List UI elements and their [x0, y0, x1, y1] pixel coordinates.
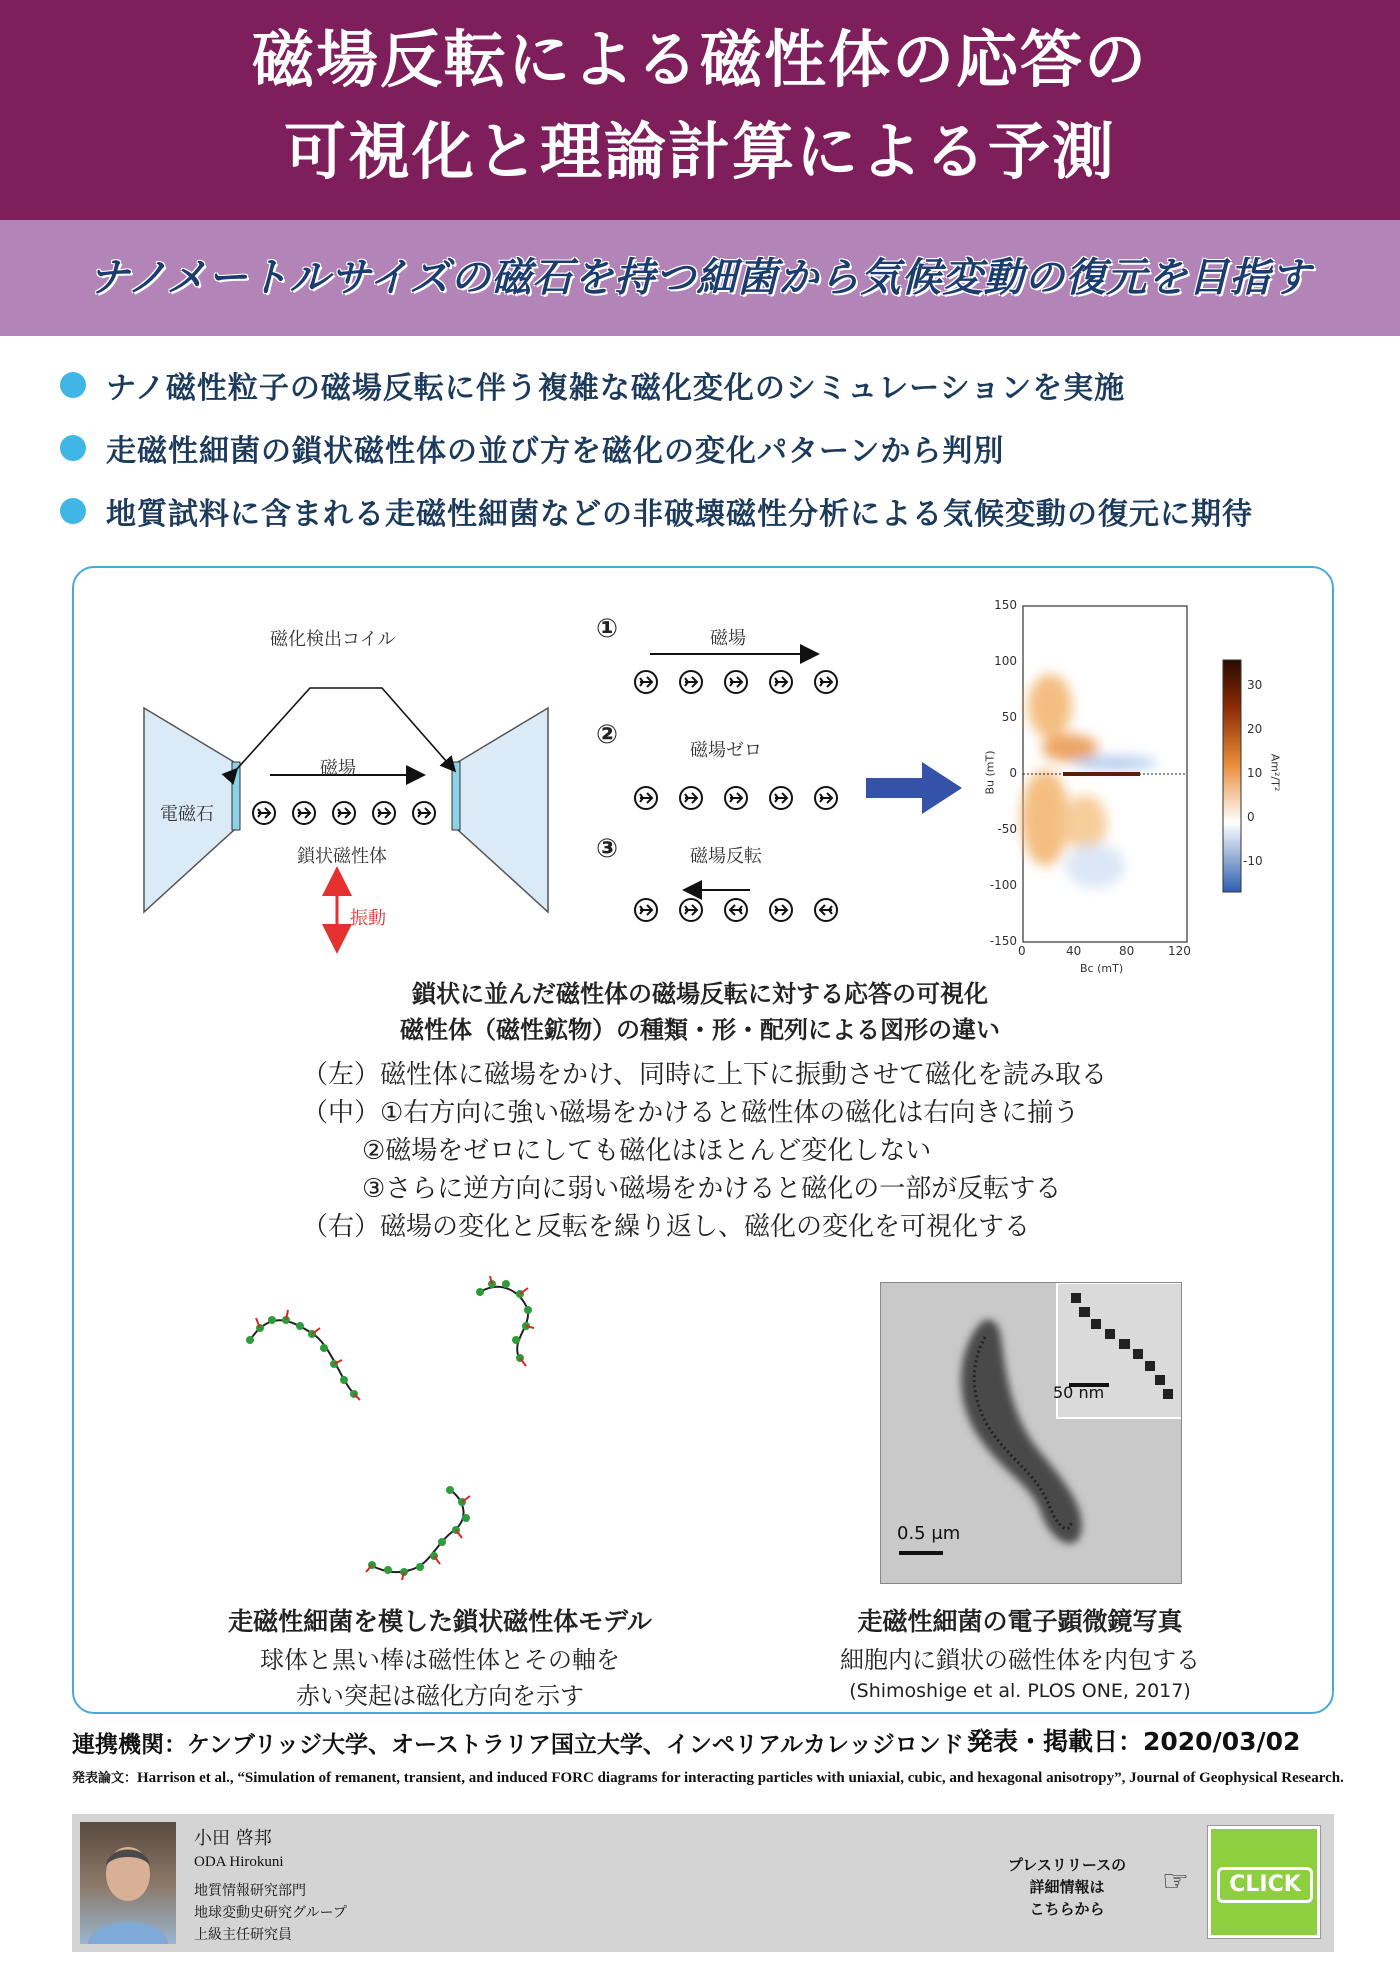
forc-xtick: 0 [1018, 944, 1026, 958]
bullet-dot-icon [60, 498, 86, 524]
title-line-1: 磁場反転による磁性体の応答の [251, 23, 1148, 96]
researcher-dept: 地質情報研究部門 [194, 1883, 306, 1899]
step-1-label: 磁場 [710, 628, 746, 649]
inset-scale-label: 50 nm [1053, 1383, 1105, 1402]
paper-label: 発表論文： [72, 1771, 138, 1786]
press-line-1: プレスリリースの [1007, 1856, 1127, 1874]
steps-diagram [620, 640, 840, 930]
publication-date: 発表・掲載日：2020/03/02 [968, 1727, 1301, 1756]
chain-particles-green [246, 1280, 532, 1576]
forc-cbar-tick: -10 [1243, 854, 1263, 868]
description-line: （左）磁性体に磁場をかけ、同時に上下に振動させて磁化を読み取る [302, 1060, 1107, 1090]
paper-reference [72, 1768, 1362, 1789]
paper-text: Harrison et al., “Simulation of remanent, transient, and induced FORC diagrams for interacting particles with uniaxial, cubic, and hexagonal anisotropy”, Journal of Geophysical Research. [137, 1770, 1344, 1786]
forc-ytick: -50 [997, 822, 1017, 836]
bullet-item [60, 360, 1125, 410]
subtitle: ナノメートルサイズの磁石を持つ細菌から気候変動の復元を目指す [88, 255, 1312, 301]
bullet-item [60, 486, 1253, 536]
bullet-text: ナノ磁性粒子の磁場反転に伴う複雑な磁化変化のシミュレーションを実施 [106, 371, 1126, 406]
partner-institutions: 連携機関：ケンブリッジ大学、オーストラリア国立大学、インペリアルカレッジロンドン [72, 1732, 987, 1758]
forc-ytick: 0 [1009, 766, 1017, 780]
step-1-particles [635, 671, 837, 693]
step-3-particles [635, 899, 837, 921]
bullet-text: 地質試料に含まれる走磁性細菌などの非破壊磁性分析による気候変動の復元に期待 [106, 497, 1253, 532]
step-2-particles [635, 787, 837, 809]
micrograph-caption-title: 走磁性細菌の電子顕微鏡写真 [857, 1607, 1183, 1636]
bullet-dot-icon [60, 435, 86, 461]
forc-ytick: 100 [994, 654, 1017, 668]
researcher-title: 上級主任研究員 [194, 1927, 292, 1943]
figure-caption-line-1: 鎖状に並んだ磁性体の磁場反転に対する応答の可視化 [412, 980, 988, 1008]
forc-ylabel: Bu (mT) [983, 750, 997, 795]
description-line: （右）磁場の変化と反転を繰り返し、磁化の変化を可視化する [302, 1212, 1031, 1242]
description-line: ③さらに逆方向に弱い磁場をかけると磁化の一部が反転する [362, 1174, 1062, 1204]
vibration-label: 振動 [350, 908, 386, 929]
model-caption-line-2: 赤い突起は磁化方向を示す [296, 1682, 584, 1710]
forc-ytick: -100 [989, 878, 1017, 892]
step-3-number: ③ [596, 834, 619, 864]
pointing-hand-icon: ☞ [1162, 1864, 1189, 1899]
micrograph-caption-line-1: 細胞内に鎖状の磁性体を内包する [840, 1646, 1200, 1674]
researcher-name: 小田 啓邦 [194, 1828, 272, 1849]
press-line-3: こちらから [1029, 1900, 1105, 1918]
click-button-label: CLICK [1217, 1867, 1313, 1903]
forc-cbar-tick: 30 [1247, 678, 1263, 692]
right-magnet [458, 708, 548, 912]
forc-cbar-label: Am²/T² [1268, 753, 1282, 792]
bullet-dot-icon [60, 372, 86, 398]
model-caption-line-1: 球体と黒い棒は磁性体とその軸を [260, 1646, 620, 1674]
contact-bar [72, 1814, 1334, 1952]
step-2-number: ② [596, 720, 619, 750]
electron-micrograph [880, 1282, 1182, 1584]
coil-label: 磁化検出コイル [270, 629, 396, 650]
step-1-number: ① [596, 614, 619, 644]
researcher-name-en: ODA Hirokuni [194, 1854, 284, 1870]
forc-labels [975, 598, 1282, 975]
avatar [80, 1822, 176, 1944]
result-arrow-icon [866, 762, 962, 814]
forc-xlabel: Bc (mT) [1080, 962, 1124, 975]
forc-xtick: 40 [1066, 944, 1082, 958]
left-coil [232, 762, 240, 830]
bullet-text: 走磁性細菌の鎖状磁性体の並び方を磁化の変化パターンから判別 [106, 434, 1005, 469]
forc-cbar-tick: 0 [1247, 810, 1255, 824]
step-3-label: 磁場反転 [690, 846, 762, 867]
forc-ytick: 50 [1001, 710, 1017, 724]
model-caption-title: 走磁性細菌を模した鎖状磁性体モデル [228, 1607, 652, 1636]
chain-label: 鎖状磁性体 [297, 846, 387, 867]
figure-caption-line-2: 磁性体（磁性鉱物）の種類・形・配列による図形の違い [400, 1016, 1000, 1044]
chain-axes [250, 1287, 528, 1572]
forc-xtick: 80 [1119, 944, 1135, 958]
description-line: ②磁場をゼロにしても磁化はほとんど変化しない [362, 1136, 932, 1166]
right-coil [452, 762, 460, 830]
click-button[interactable] [1208, 1826, 1320, 1938]
chain-particles [253, 802, 435, 824]
main-scale-label: 0.5 μm [897, 1523, 961, 1544]
forc-ytick: 150 [994, 598, 1017, 612]
chain-magnetization-spikes [256, 1276, 534, 1580]
title-line-2: 可視化と理論計算による予測 [283, 115, 1116, 188]
chain-model-illustration [230, 1270, 580, 1590]
description-line: （中）①右方向に強い磁場をかけると磁性体の磁化は右向きに揃う [302, 1098, 1080, 1128]
header-banner [0, 0, 1400, 220]
forc-cbar-tick: 10 [1247, 766, 1263, 780]
field-label: 磁場 [320, 758, 356, 779]
press-line-2: 詳細情報は [1029, 1878, 1105, 1896]
micrograph-citation: (Shimoshige et al. PLOS ONE, 2017) [849, 1680, 1191, 1702]
forc-xtick: 120 [1168, 944, 1191, 958]
magnet-label: 電磁石 [160, 804, 214, 825]
bullet-item [60, 423, 1004, 473]
subtitle-banner [0, 220, 1400, 336]
researcher-group: 地球変動史研究グループ [194, 1905, 347, 1921]
step-2-label: 磁場ゼロ [690, 740, 762, 761]
forc-ytick: -150 [989, 934, 1017, 948]
researcher-photo [80, 1822, 176, 1944]
forc-cbar-tick: 20 [1247, 722, 1263, 736]
